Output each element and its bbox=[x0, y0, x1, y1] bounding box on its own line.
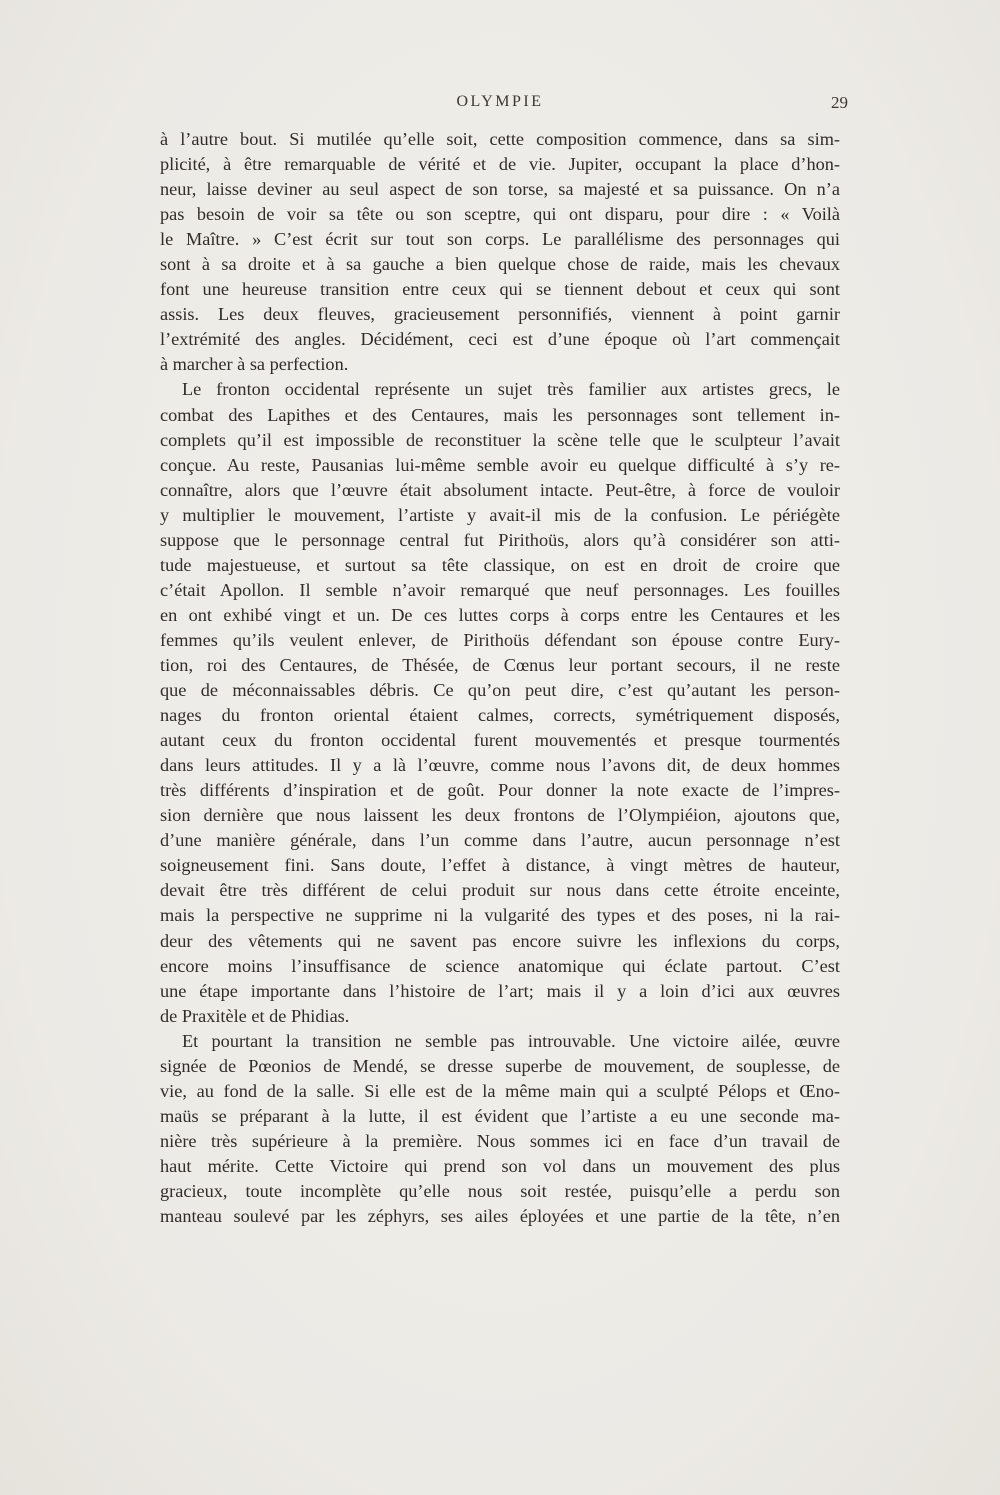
page-number: 29 bbox=[831, 93, 848, 112]
running-title: OLYMPIE bbox=[456, 93, 544, 110]
text-line: nière très supérieure à la première. Nous sommes ici en face d’un travail de bbox=[160, 1130, 840, 1151]
text-line: le Maître. » C’est écrit sur tout son corps. Le parallélisme des personnages qui bbox=[160, 229, 840, 250]
paragraph bbox=[160, 1029, 840, 1229]
text-line: à l’autre bout. Si mutilée qu’elle soit, cette composition commence, dans sa sim- bbox=[160, 129, 840, 149]
text-line: sont à sa droite et à sa gauche a bien quelque chose de raide, mais les chevaux bbox=[160, 254, 840, 275]
text-line: mais la perspective ne supprime ni la vulgarité des types et des poses, ni la rai- bbox=[160, 905, 840, 926]
text-line: encore moins l’insuffisance de science anatomique qui éclate partout. C’est bbox=[160, 955, 840, 976]
text-line: font une heureuse transition entre ceux qui se tiennent debout et ceux qui sont bbox=[160, 279, 840, 300]
text-line: sion dernière que nous laissent les deux frontons de l’Olympiéion, ajoutons que, bbox=[160, 805, 840, 826]
text-line: que de méconnaissables débris. Ce qu’on peut dire, c’est qu’autant les person- bbox=[160, 680, 840, 701]
text-line: complets qu’il est impossible de reconstituer la scène telle que le sculpteur l’avait bbox=[160, 429, 840, 450]
text-line: conçue. Au reste, Pausanias lui-même semble avoir eu quelque difficulté à s’y re- bbox=[160, 454, 840, 475]
text-line: l’extrémité des angles. Décidément, ceci est d’une époque où l’art commençait bbox=[160, 329, 840, 350]
text-line: connaître, alors que l’œuvre était absolument intacte. Peut-être, à force de vouloir bbox=[160, 479, 840, 500]
text-line: en ont exhibé vingt et un. De ces luttes corps à corps entre les Centaures et les bbox=[160, 604, 840, 625]
text-line: vie, au fond de la salle. Si elle est de la même main qui a sculpté Pélops et Œno- bbox=[160, 1080, 840, 1101]
text-line: neur, laisse deviner au seul aspect de son torse, sa majesté et sa puissance. On n’a bbox=[160, 179, 840, 200]
text-line: y multiplier le mouvement, l’artiste y avait-il mis de la confusion. Le périégète bbox=[160, 504, 840, 525]
text-line: à marcher à sa perfection. bbox=[160, 354, 349, 375]
text-line: tude majestueuse, et surtout sa tête classique, on est en droit de croire que bbox=[160, 554, 840, 575]
text-line: haut mérite. Cette Victoire qui prend son vol dans un mouvement des plus bbox=[160, 1155, 840, 1176]
text-line: plicité, à être remarquable de vérité et de vie. Jupiter, occupant la place d’hon- bbox=[160, 154, 840, 175]
text-line: Et pourtant la transition ne semble pas introuvable. Une victoire ailée, œuvre bbox=[182, 1030, 840, 1051]
text-line: dans leurs attitudes. Il y a là l’œuvre, comme nous l’avons dit, de deux hommes bbox=[160, 755, 840, 776]
text-line: pas besoin de voir sa tête ou son sceptre, qui ont disparu, pour dire : « Voilà bbox=[160, 204, 840, 225]
text-line: signée de Pœonios de Mendé, se dresse superbe de mouvement, de souplesse, de bbox=[160, 1055, 840, 1076]
text-line: très différents d’inspiration et de goût. Pour donner la note exacte de l’impres- bbox=[160, 780, 840, 801]
running-header bbox=[0, 93, 1000, 117]
text-line: assis. Les deux fleuves, gracieusement personnifiés, viennent à point garnir bbox=[160, 304, 840, 325]
text-line: combat des Lapithes et des Centaures, mais les personnages sont tellement in- bbox=[160, 404, 840, 425]
text-line: Le fronton occidental représente un sujet très familier aux artistes grecs, le bbox=[182, 379, 840, 400]
text-line: autant ceux du fronton occidental furent mouvementés et presque tourmentés bbox=[160, 730, 840, 751]
body-text bbox=[160, 127, 840, 1229]
text-line: manteau soulevé par les zéphyrs, ses ailes éployées et une partie de la tête, n’en bbox=[160, 1206, 840, 1227]
text-line: soigneusement fini. Sans doute, l’effet à distance, à vingt mètres de hauteur, bbox=[160, 855, 840, 876]
text-line: nages du fronton oriental étaient calmes, corrects, symétriquement disposés, bbox=[160, 705, 840, 726]
text-line: c’était Apollon. Il semble n’avoir remarqué que neuf personnages. Les fouilles bbox=[160, 579, 840, 600]
paragraph bbox=[160, 127, 840, 377]
text-line: suppose que le personnage central fut Pirithoüs, alors qu’à considérer son atti- bbox=[160, 529, 840, 550]
text-line: deur des vêtements qui ne savent pas encore suivre les inflexions du corps, bbox=[160, 930, 840, 951]
text-line: une étape importante dans l’histoire de l’art; mais il y a loin d’ici aux œuvres bbox=[160, 980, 840, 1001]
text-line: tion, roi des Centaures, de Thésée, de Cœnus leur portant secours, il ne reste bbox=[160, 654, 840, 675]
text-line: gracieux, toute incomplète qu’elle nous soit restée, puisqu’elle a perdu son bbox=[160, 1180, 840, 1201]
text-line: maüs se préparant à la lutte, il est évident que l’artiste a eu une seconde ma- bbox=[160, 1105, 840, 1126]
text-line: d’une manière générale, dans l’un comme dans l’autre, aucun personnage n’est bbox=[160, 830, 840, 851]
text-line: de Praxitèle et de Phidias. bbox=[160, 1005, 350, 1026]
text-line: devait être très différent de celui produit sur nous dans cette étroite enceinte, bbox=[160, 880, 840, 901]
paragraph bbox=[160, 377, 840, 1028]
text-line: femmes qu’ils veulent enlever, de Pirithoüs défendant son épouse contre Eury- bbox=[160, 629, 840, 650]
